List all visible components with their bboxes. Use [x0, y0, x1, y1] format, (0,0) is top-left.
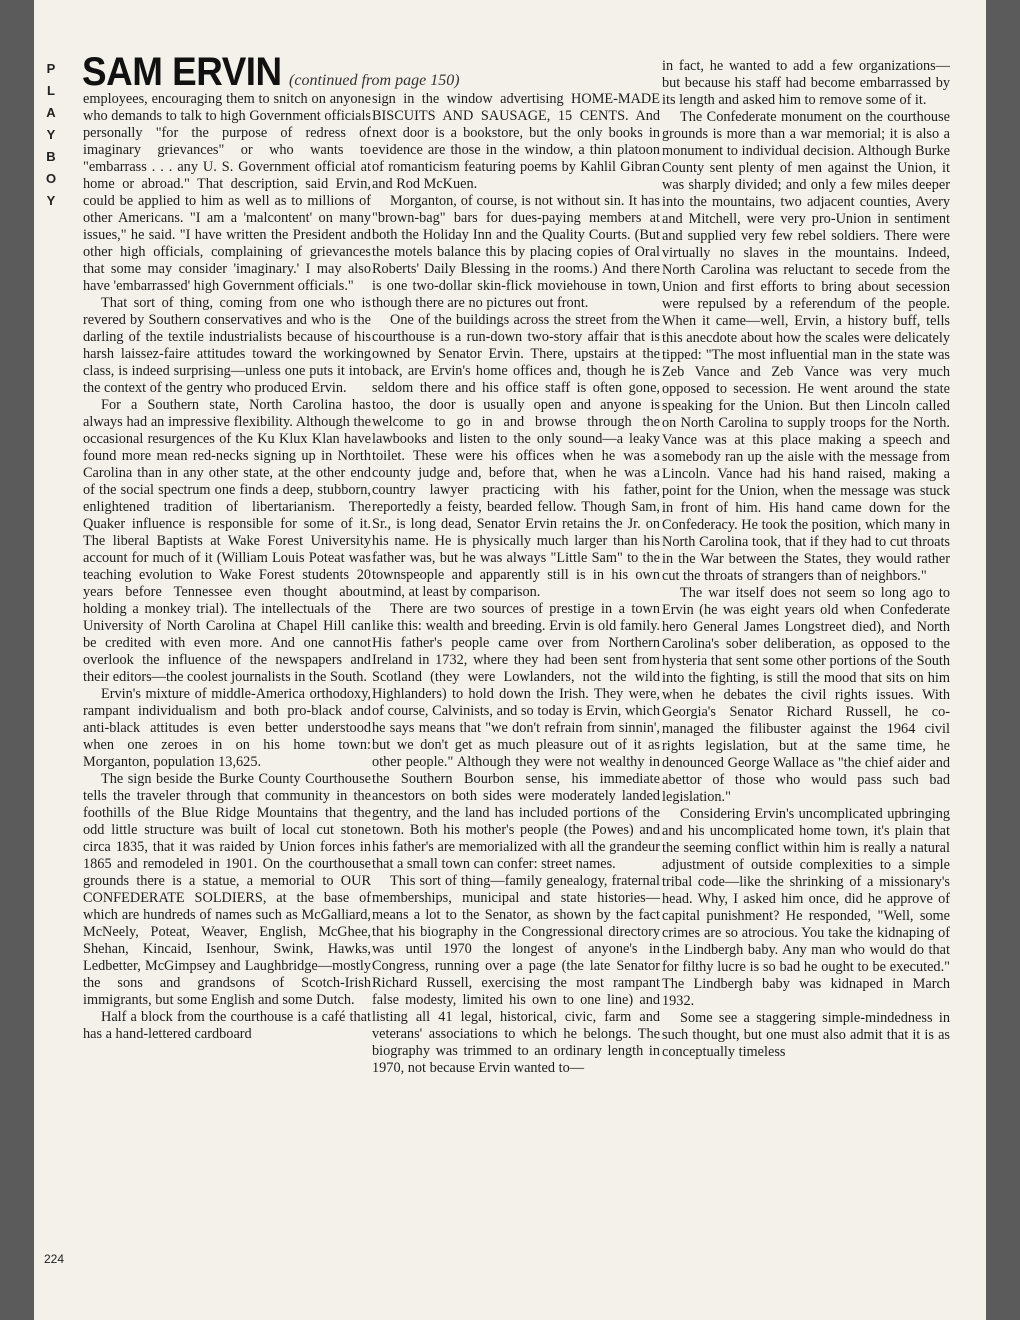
page-number: 224: [43, 1252, 64, 1266]
paragraph: Ervin's mixture of middle-America orthodoxy, rampant individualism and both pro-black and anti-black attitudes is even better understood when one zeroes in on his home town: Morganton, population 13,625.: [83, 686, 371, 770]
paragraph: Half a block from the courthouse is a café that has a hand-lettered cardboard: [83, 1009, 371, 1042]
paragraph: Some see a staggering simple-mindedness in such thought, but one must also admit that it is as conceptually timeless: [662, 1010, 950, 1060]
paragraph: Considering Ervin's uncomplicated upbringing and his uncomplicated home town, it's plain that the seeming conflict within him is really a natural adjustment of outside complexities to a simple tribal code—like the shrinking of a missionary's head. Why, I asked him once, did he approve of capital punishment? He responded, "Well, some crimes are so atrocious. You take the kidnaping of the Lindbergh baby. Any man who would do that for filthy lucre is so bad he ought to be executed." The Lindbergh baby was kidnaped in March 1932.: [662, 806, 950, 1009]
masthead-letter: Y: [46, 193, 56, 208]
text-column-2: [372, 91, 660, 1277]
masthead-letter: L: [47, 83, 55, 98]
masthead-letter: P: [46, 61, 56, 76]
masthead-letter: O: [45, 171, 57, 186]
article-header: [82, 50, 460, 95]
paragraph: The war itself does not seem so long ago to Ervin (he was eight years old when Confederate hero General James Longstreet died), and North Carolina's sober deliberation, as opposed to the hysteria that sent some other portions of the South into the fighting, is still the mood that sits on him when he debates the civil rights issues. With Georgia's Senator Richard Russell, he co-managed the filibuster against the 1964 civil rights legislation, but at the same time, he denounced George Wallace as "the chief aider and abettor of those who would pass such bad legislation.": [662, 585, 950, 805]
paragraph: One of the buildings across the street from the courthouse is a run-down two-story affair that is owned by Senator Ervin. There, upstairs at the back, are Ervin's home offices and, though he is seldom there and his office staff is often gone, too, the door is usually open and anyone is welcome to go in and browse through the lawbooks and listen to the only sound—a leaky toilet. These were his offices when he was a county judge and, before that, when he was a country lawyer practicing with his father, reportedly a feisty, bearded fellow. Though Sam, Sr., is long dead, Senator Ervin retains the Jr. on his name. He is physically much larger than his father was, but he was always "Little Sam" to the townspeople and apparently still is in his own mind, at least by comparison.: [372, 312, 660, 600]
masthead-letter: Y: [46, 127, 56, 142]
paragraph: The sign beside the Burke County Courthouse tells the traveler through that community in the foothills of the Blue Ridge Mountains that the odd little structure was built of local cut stone circa 1835, that it was raided by Union forces in 1865 and remodeled in 1901. On the courthouse grounds there is a statue, a memorial to OUR CONFEDERATE SOLDIERS, at the base of which are hundreds of names such as McGalliard, McNeely, Poteat, Weaver, English, McGhee, Shehan, Kincaid, Isenhour, Swink, Hawks, Ledbetter, McGimpsey and Laughbridge—mostly the sons and grandsons of Scotch-Irish immigrants, but some English and some Dutch.: [83, 771, 371, 1008]
magazine-page: [34, 0, 986, 1320]
paragraph: This sort of thing—family genealogy, fraternal memberships, municipal and state histories—means a lot to the Senator, as shown by the fact that his biography in the Congressional directory was until 1970 the longest of anyone's in Congress, running over a page (the late Senator Richard Russell, exercising the most rampant false modesty, limited his own to one line) and listing all 41 legal, historical, civic, farm and veterans' associations to which he belongs. The biography was trimmed to an ordinary length in 1970, not because Ervin wanted to—: [372, 873, 660, 1076]
paragraph: sign in the window advertising HOME-MADE BISCUITS AND SAUSAGE, 15 CENTS. And next door is a bookstore, but the only books in evidence are those in the window, a thin platoon of romanticism featuring poems by Kahlil Gibran and Rod McKuen.: [372, 91, 660, 192]
paragraph: in fact, he wanted to add a few organizations—but because his staff had become embarrassed by its length and asked him to remove some of it.: [662, 58, 950, 108]
paragraph: Morganton, of course, is not without sin. It has "brown-bag" bars for dues-paying members at both the Holiday Inn and the Quality Courts. (But the motels balance this by placing copies of Oral Roberts' Daily Blessing in the rooms.) And there is one two-dollar skin-flick moviehouse in town, though there are no pictures out front.: [372, 193, 660, 311]
text-column-1: [83, 91, 371, 1277]
paragraph: That sort of thing, coming from one who is revered by Southern conservatives and who is the darling of the textile industrialists because of his harsh laissez-faire attitudes toward the working class, is indeed surprising—unless one puts it into the context of the gentry who produced Ervin.: [83, 295, 371, 396]
paragraph: There are two sources of prestige in a town like this: wealth and breeding. Ervin is old family. His father's people came over from Northern Ireland in 1732, where they had been sent from Scotland (they were Lowlanders, not the wild Highlanders) to hold down the Irish. They were, of course, Calvinists, and so today is Ervin, which he says means that "we don't refrain from sinnin', but we don't get as much pleasure out of it as other people." Although they were not wealthy in the Southern Bourbon sense, his immediate ancestors on both sides were moderately landed gentry, and the land has included portions of the town. Both his mother's people (the Powes) and his father's are memorialized with all the grandeur that a small town can confer: street names.: [372, 601, 660, 872]
continued-note: (continued from page 150): [289, 72, 460, 89]
masthead-letter: B: [46, 149, 56, 164]
text-column-3: [662, 58, 950, 1277]
masthead-vertical-label: [42, 58, 60, 212]
paragraph: For a Southern state, North Carolina has always had an impressive flexibility. Although the occasional resurgences of the Ku Klux Klan have found more mean red-necks signing up in North Carolina than in any other state, at the other end of the social spectrum one finds a deep, stubborn, enlightened tradition of libertarianism. The Quaker influence is responsible for some of it. The liberal Baptists at Wake Forest University account for much of it (William Louis Poteat was teaching evolution to Wake Forest students 20 years before Tennessee even thought about holding a monkey trial). The intellectuals of the University of North Carolina at Chapel Hill can be credited with even more. And one cannot overlook the influence of the newspapers and their editors—the coolest journalists in the South.: [83, 397, 371, 685]
article-title: SAM ERVIN: [82, 50, 282, 94]
masthead-letter: A: [46, 105, 56, 120]
paragraph: employees, encouraging them to snitch on anyone who demands to talk to high Government officials personally "for the purpose of redress of imaginary grievances" or who wants to "embarrass . . . any U. S. Government official at home or abroad." That description, said Ervin, could be applied to him as well as to millions of other Americans. "I am a 'malcontent' on many issues," he said. "I have written the President and other high officials, complaining of grievances that some may consider 'imaginary.' I may also have 'embarrassed' high Government officials.": [83, 91, 371, 294]
paragraph: The Confederate monument on the courthouse grounds is more than a war memorial; it is also a monument to individual decision. Although Burke County sent plenty of men against the Union, it was sharply divided; and only a few miles deeper into the mountains, two adjacent counties, Avery and Mitchell, were very pro-Union in sentiment and supplied very few rebel soldiers. There were virtually no slaves in the mountains. Indeed, North Carolina was reluctant to secede from the Union and first efforts to bring about secession were repulsed by a referendum of the people. When it came—well, Ervin, a history buff, tells this anecdote about how the scales were delicately tipped: "The most influential man in the state was Zeb Vance and Zeb Vance was very much opposed to secession. He went around the state speaking for the Union. But then Lincoln called on North Carolina to supply troops for the North. Vance was at this place making a speech and somebody ran up the aisle with the message from Lincoln. Vance had his hand raised, making a point for the Union, when the message was stuck in front of him. His hand came down for the Confederacy. He took the position, which many in North Carolina took, that if they had to cut throats in the War between the States, they would rather cut the throats of strangers than of neighbors.": [662, 109, 950, 584]
